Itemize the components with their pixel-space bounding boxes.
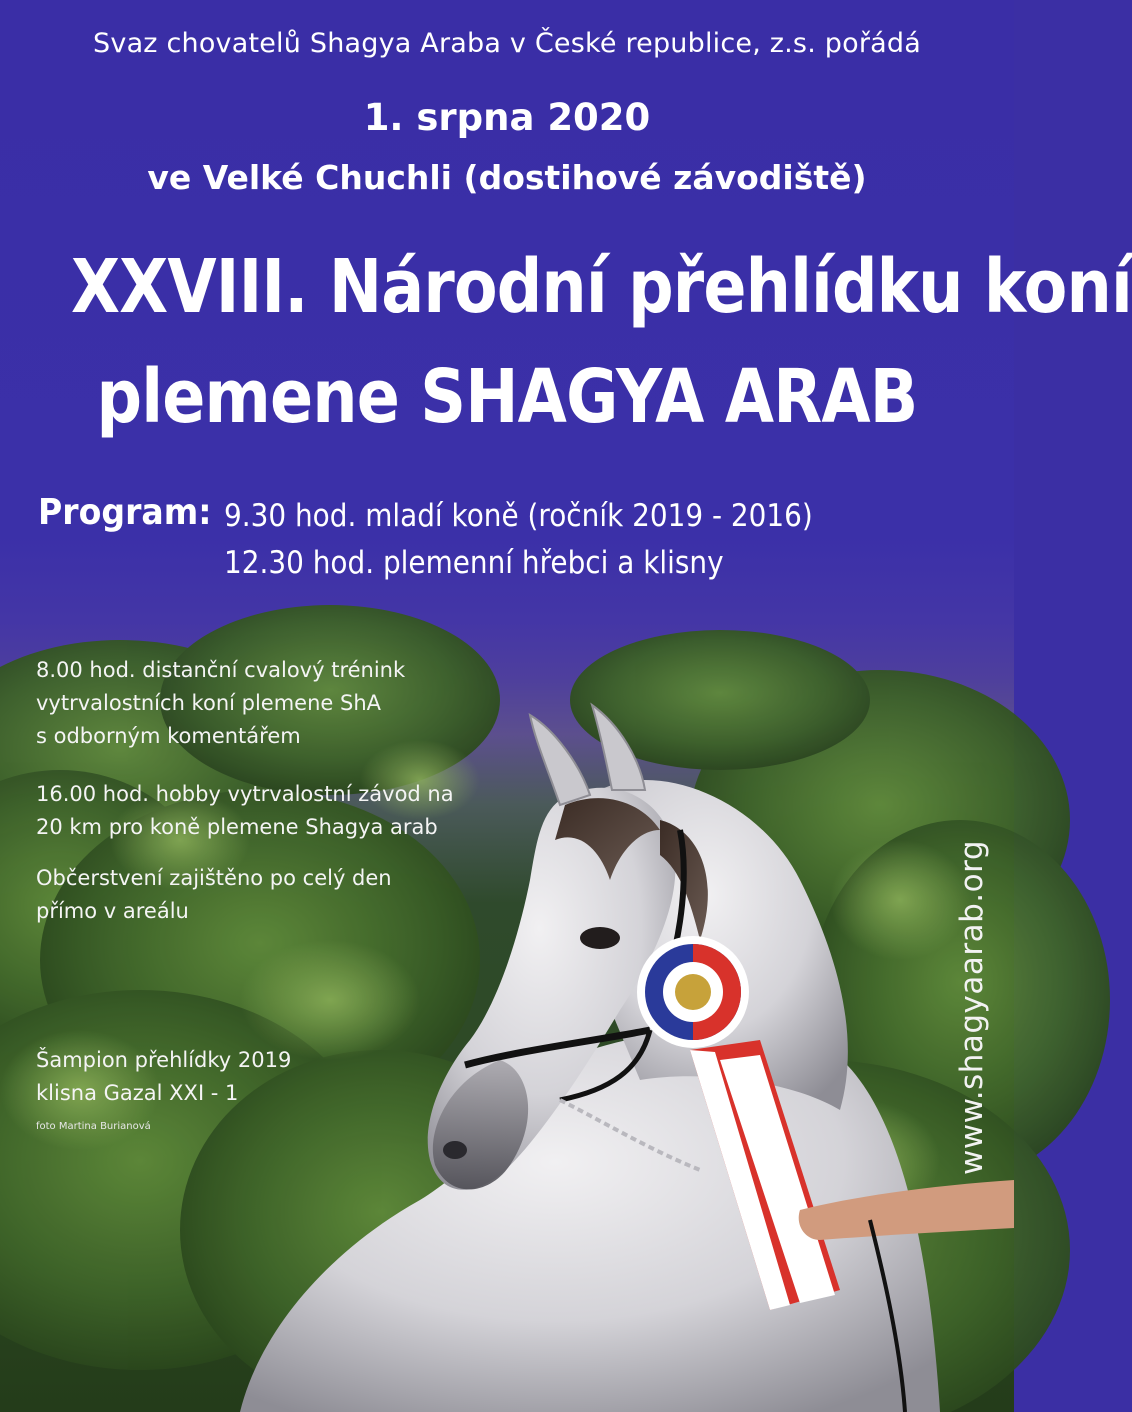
refreshments-info-line: Občerstvení zajištěno po celý den — [36, 866, 392, 890]
champion-caption-line: klisna Gazal XXI - 1 — [36, 1081, 239, 1105]
event-title-line-1: XXVIII. Národní přehlídku koní — [70, 244, 1132, 330]
event-date: 1. srpna 2020 — [363, 96, 651, 139]
refreshments-info-line: přímo v areálu — [36, 899, 189, 923]
training-info-line: s odborným komentářem — [36, 724, 301, 748]
program-item: 12.30 hod. plemenní hřebci a klisny — [224, 545, 724, 581]
event-venue: ve Velké Chuchli (dostihové závodiště) — [147, 158, 867, 197]
program-label: Program: — [38, 492, 212, 533]
race-info — [36, 778, 454, 844]
training-info — [36, 654, 405, 753]
website-url: www.shagyaarab.org — [954, 840, 990, 1175]
champion-caption-line: Šampion přehlídky 2019 — [36, 1048, 292, 1072]
champion-caption — [36, 1044, 291, 1110]
training-info-line: 8.00 hod. distanční cvalový trénink — [36, 658, 406, 682]
race-info-line: 16.00 hod. hobby vytrvalostní závod na — [36, 782, 454, 806]
event-title-line-2: plemene SHAGYA ARAB — [96, 354, 918, 440]
photo-credit: foto Martina Burianová — [36, 1121, 151, 1132]
program-item: 9.30 hod. mladí koně (ročník 2019 - 2016) — [224, 498, 813, 534]
refreshments-info — [36, 862, 392, 928]
organizer-text: Svaz chovatelů Shagya Araba v České republice, z.s. pořádá — [93, 28, 921, 59]
race-info-line: 20 km pro koně plemene Shagya arab — [36, 815, 438, 839]
training-info-line: vytrvalostních koní plemene ShA — [36, 691, 382, 715]
